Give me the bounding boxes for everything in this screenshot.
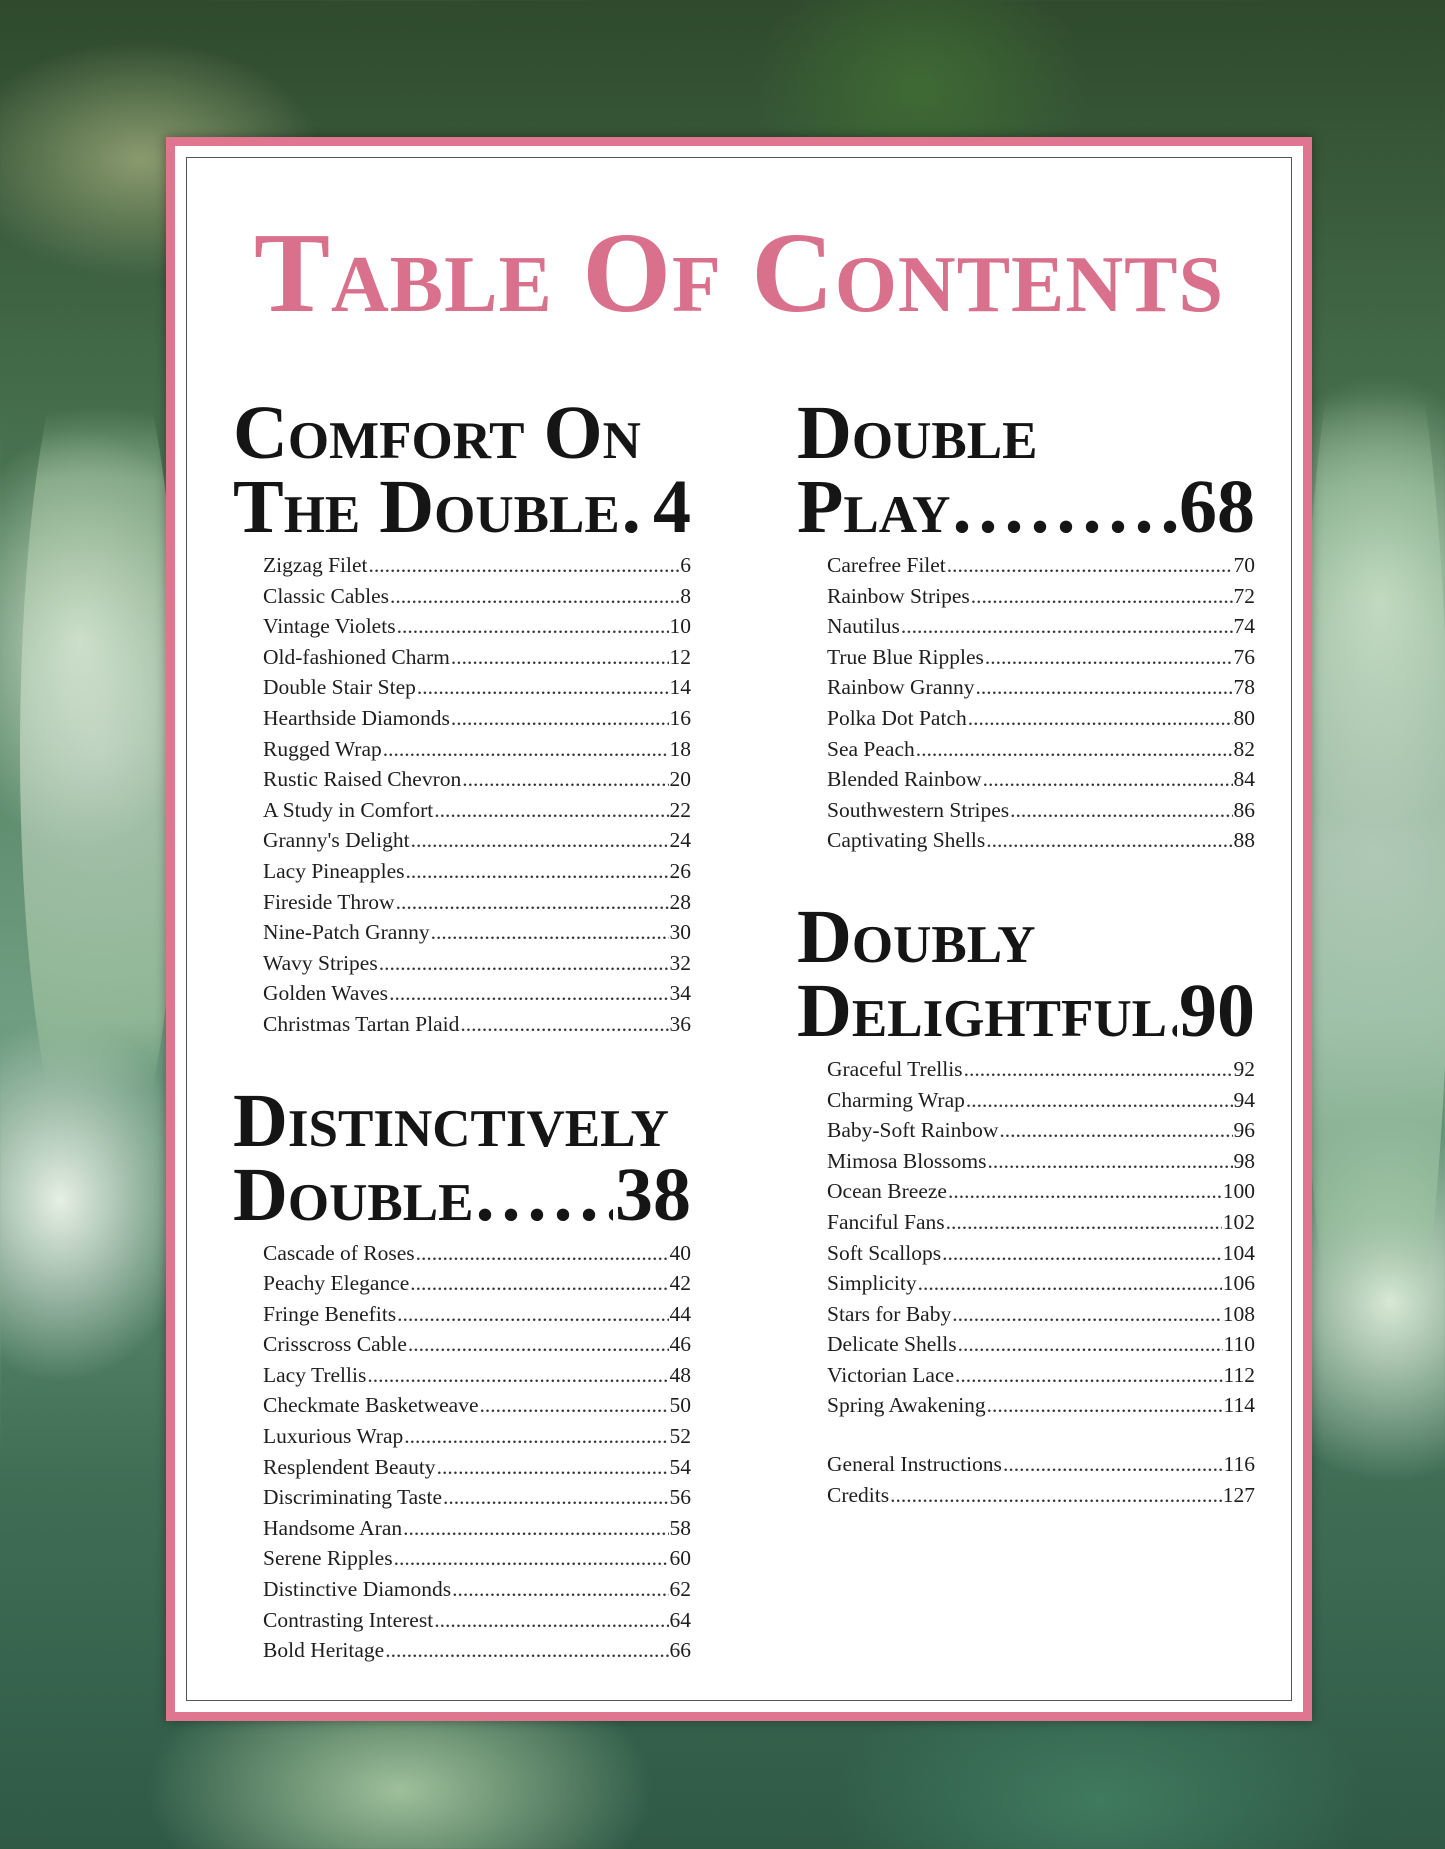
entry-title: Bold Heritage: [263, 1638, 385, 1663]
contents-entry[interactable]: [263, 856, 691, 887]
entry-list: [797, 1054, 1255, 1421]
contents-entry[interactable]: [827, 1115, 1255, 1146]
entry-page-number: 28: [669, 889, 691, 914]
entry-page-number: 112: [1223, 1362, 1255, 1387]
entry-title: General Instructions: [827, 1452, 1002, 1477]
entry-page-number: 64: [669, 1607, 691, 1632]
section-heading-line2: [797, 465, 1255, 549]
contents-entry[interactable]: [827, 1268, 1255, 1299]
entry-page-number: 94: [1233, 1087, 1255, 1112]
entry-title: Rainbow Stripes: [827, 583, 970, 608]
entry-title: Hearthside Diamonds: [263, 705, 450, 730]
entry-page-number: 110: [1223, 1332, 1255, 1357]
dot-leader: [417, 672, 669, 703]
entry-title: Cascade of Roses: [263, 1240, 415, 1265]
entry-page-number: 104: [1222, 1240, 1255, 1265]
contents-entry[interactable]: [827, 1480, 1255, 1511]
entry-title: Fringe Benefits: [263, 1301, 397, 1326]
dot-leader: [390, 581, 679, 612]
entry-title: Delicate Shells: [827, 1332, 957, 1357]
contents-entry[interactable]: [263, 764, 691, 795]
dot-leader: [986, 825, 1232, 856]
contents-entry[interactable]: [827, 734, 1255, 765]
section-page-number: 68: [1179, 465, 1255, 549]
contents-entry[interactable]: [263, 672, 691, 703]
contents-entry[interactable]: [827, 1085, 1255, 1116]
dot-leader: [890, 1480, 1222, 1511]
entry-page-number: 32: [669, 950, 691, 975]
entry-page-number: 84: [1233, 767, 1255, 792]
entry-title: Simplicity: [827, 1271, 917, 1296]
entry-title: Serene Ripples: [263, 1546, 393, 1571]
entry-page-number: 40: [669, 1240, 691, 1265]
entry-title: Lacy Trellis: [263, 1362, 367, 1387]
entry-title: A Study in Comfort: [263, 797, 434, 822]
section-heading-line2: [797, 968, 1255, 1053]
section-heading: [233, 391, 691, 549]
entry-title: Checkmate Basketweave: [263, 1393, 479, 1418]
entry-title: Charming Wrap: [827, 1087, 965, 1112]
dot-leader: [396, 887, 669, 918]
section-comfort-on-the-double: [233, 391, 691, 1040]
entry-title: Fireside Throw: [263, 889, 395, 914]
extras-list: [797, 1449, 1255, 1510]
entry-title: Classic Cables: [263, 583, 389, 608]
contents-entry[interactable]: [827, 1449, 1255, 1480]
dot-leader: [999, 1115, 1232, 1146]
entry-page-number: 66: [669, 1638, 691, 1663]
entry-title: Baby-Soft Rainbow: [827, 1118, 999, 1143]
entry-title: Rainbow Granny: [827, 675, 975, 700]
dot-leader: [966, 1085, 1233, 1116]
entry-title: Distinctive Diamonds: [263, 1577, 452, 1602]
right-column: [797, 391, 1255, 1554]
contents-entry[interactable]: [827, 795, 1255, 826]
dot-leader: [983, 764, 1233, 795]
dot-leader: [443, 1482, 668, 1513]
entry-page-number: 52: [669, 1424, 691, 1449]
contents-entry[interactable]: [263, 825, 691, 856]
section-page-number: 38: [615, 1152, 691, 1237]
contents-entry[interactable]: [827, 1146, 1255, 1177]
contents-entry[interactable]: [263, 1390, 691, 1421]
contents-entry[interactable]: [827, 1176, 1255, 1207]
contents-entry[interactable]: [827, 1390, 1255, 1421]
dot-leader: [1003, 1449, 1223, 1480]
entry-title: Mimosa Blossoms: [827, 1148, 987, 1173]
contents-entry[interactable]: [827, 1054, 1255, 1085]
contents-entry[interactable]: [827, 703, 1255, 734]
section-heading-line2: [233, 465, 691, 549]
dot-leader: [451, 703, 669, 734]
contents-entry[interactable]: [263, 1238, 691, 1269]
entry-page-number: 96: [1233, 1118, 1255, 1143]
entry-title: Lacy Pineapples: [263, 858, 405, 883]
entry-page-number: 102: [1222, 1209, 1255, 1234]
section-heading: [797, 391, 1255, 549]
section-page-number: 4: [653, 465, 691, 549]
contents-entry[interactable]: [827, 1238, 1255, 1269]
entry-page-number: 70: [1233, 553, 1255, 577]
contents-entry[interactable]: [827, 672, 1255, 703]
entry-page-number: 24: [669, 828, 691, 853]
entry-page-number: 127: [1222, 1482, 1255, 1507]
section-heading-text: Delightful: [797, 968, 1168, 1053]
section-page-number: 90: [1179, 968, 1255, 1053]
entry-page-number: 48: [669, 1362, 691, 1387]
entry-title: Discriminating Taste: [263, 1485, 443, 1510]
section-heading-line1: Doubly: [797, 894, 1036, 979]
dot-leader: [985, 642, 1233, 673]
contents-entry[interactable]: [263, 948, 691, 979]
entry-title: Resplendent Beauty: [263, 1454, 436, 1479]
entry-page-number: 20: [669, 767, 691, 792]
dot-leader: [955, 1360, 1223, 1391]
entry-page-number: 10: [669, 614, 691, 639]
contents-entry[interactable]: [263, 703, 691, 734]
entry-page-number: 26: [669, 858, 691, 883]
contents-entry[interactable]: [263, 1009, 691, 1040]
entry-page-number: 82: [1233, 736, 1255, 761]
entry-title: Credits: [827, 1482, 890, 1507]
entry-title: Peachy Elegance: [263, 1271, 410, 1296]
entry-title: Sea Peach: [827, 736, 915, 761]
dot-leader: [451, 642, 669, 673]
entry-title: Blended Rainbow: [827, 767, 982, 792]
contents-entry[interactable]: [827, 1299, 1255, 1330]
entry-page-number: 50: [669, 1393, 691, 1418]
contents-entry[interactable]: [263, 1574, 691, 1605]
page-title: Table Of Contents: [253, 209, 1225, 336]
dot-leader: [971, 581, 1233, 612]
dot-leader: [437, 1452, 669, 1483]
entry-title: Stars for Baby: [827, 1301, 952, 1326]
contents-entry[interactable]: [263, 795, 691, 826]
entry-title: Graceful Trellis: [827, 1056, 963, 1081]
contents-entry[interactable]: [263, 1299, 691, 1330]
dot-leader: [958, 1329, 1223, 1360]
entry-title: Captivating Shells: [827, 828, 986, 853]
entry-page-number: 108: [1222, 1301, 1255, 1326]
entry-title: Rustic Raised Chevron: [263, 767, 462, 792]
section-heading-line1: Double: [797, 391, 1038, 475]
entry-page-number: 44: [669, 1301, 691, 1326]
dot-leader: [622, 470, 651, 544]
entry-page-number: 18: [669, 736, 691, 761]
contents-entry[interactable]: [827, 764, 1255, 795]
contents-frame: [166, 137, 1312, 1721]
entry-page-number: 76: [1233, 644, 1255, 669]
contents-entry[interactable]: [263, 917, 691, 948]
contents-entry[interactable]: [263, 978, 691, 1009]
contents-entry[interactable]: [263, 1482, 691, 1513]
entry-page-number: 116: [1223, 1452, 1255, 1477]
dot-leader: [460, 1009, 668, 1040]
entry-title: Southwestern Stripes: [827, 797, 1010, 822]
entry-title: Vintage Violets: [263, 614, 396, 639]
contents-entry[interactable]: [263, 1421, 691, 1452]
dot-leader: [462, 764, 668, 795]
entry-page-number: 86: [1233, 797, 1255, 822]
dot-leader: [942, 1238, 1222, 1269]
entry-page-number: 34: [669, 981, 691, 1006]
dot-leader: [406, 856, 669, 887]
contents-entry[interactable]: [263, 1635, 691, 1666]
entry-page-number: 42: [669, 1271, 691, 1296]
section-double-play: [797, 391, 1255, 856]
section-heading-text: Double: [233, 1152, 474, 1237]
entry-page-number: 12: [669, 644, 691, 669]
entry-page-number: 14: [669, 675, 691, 700]
dot-leader: [389, 978, 668, 1009]
dot-leader: [988, 1146, 1233, 1177]
dot-leader: [431, 917, 669, 948]
entry-title: Christmas Tartan Plaid: [263, 1011, 460, 1036]
dot-leader: [434, 795, 668, 826]
section-doubly-delightful: [797, 894, 1255, 1510]
dot-leader: [397, 611, 669, 642]
entry-title: Nautilus: [827, 614, 900, 639]
entry-page-number: 58: [669, 1515, 691, 1540]
contents-entry[interactable]: [827, 642, 1255, 673]
entry-page-number: 56: [669, 1485, 691, 1510]
entry-page-number: 100: [1222, 1179, 1255, 1204]
dot-leader: [434, 1605, 668, 1636]
entry-title: Spring Awakening: [827, 1393, 986, 1418]
contents-entry[interactable]: [263, 887, 691, 918]
dot-leader: [916, 734, 1233, 765]
contents-entry[interactable]: [263, 1543, 691, 1574]
entry-page-number: 88: [1233, 828, 1255, 853]
dot-leader: [948, 1176, 1222, 1207]
dot-leader: [947, 550, 1233, 581]
entry-page-number: 30: [669, 920, 691, 945]
dot-leader: [367, 1360, 668, 1391]
section-heading-text: Play: [797, 465, 951, 549]
entry-title: Rugged Wrap: [263, 736, 382, 761]
dot-leader: [408, 1329, 669, 1360]
entry-title: Handsome Aran: [263, 1515, 403, 1540]
contents-entry[interactable]: [827, 1360, 1255, 1391]
entry-list: [233, 1238, 691, 1666]
contents-entry[interactable]: [263, 734, 691, 765]
entry-page-number: 46: [669, 1332, 691, 1357]
section-heading-line1: Distinctively: [233, 1078, 669, 1163]
contents-entry[interactable]: [263, 1268, 691, 1299]
dot-leader: [480, 1390, 669, 1421]
background-photo-yarn: [20, 300, 180, 1200]
contents-entry[interactable]: [827, 1329, 1255, 1360]
section-heading: [233, 1078, 691, 1237]
entry-title: Carefree Filet: [827, 553, 946, 577]
entry-page-number: 106: [1222, 1271, 1255, 1296]
contents-page: [175, 146, 1303, 1712]
contents-entry[interactable]: [263, 1452, 691, 1483]
dot-leader: [968, 703, 1233, 734]
entry-title: Victorian Lace: [827, 1362, 955, 1387]
entry-page-number: 60: [669, 1546, 691, 1571]
section-distinctively-double: [233, 1078, 691, 1666]
entry-page-number: 72: [1233, 583, 1255, 608]
entry-title: Old-fashioned Charm: [263, 644, 450, 669]
entry-page-number: 54: [669, 1454, 691, 1479]
entry-page-number: 16: [669, 705, 691, 730]
entry-title: Crisscross Cable: [263, 1332, 407, 1357]
contents-entry[interactable]: [263, 550, 691, 581]
dot-leader: [946, 1207, 1222, 1238]
section-heading-text: The Double: [233, 465, 620, 549]
entry-title: Fanciful Fans: [827, 1209, 945, 1234]
entry-title: Zigzag Filet: [263, 553, 368, 577]
left-column: [233, 391, 691, 1710]
dot-leader: [385, 1635, 668, 1666]
entry-page-number: 6: [680, 553, 691, 577]
dot-leader: [410, 1268, 668, 1299]
entry-page-number: 92: [1233, 1056, 1255, 1081]
contents-entry[interactable]: [263, 1513, 691, 1544]
section-heading: [797, 894, 1255, 1053]
entry-page-number: 62: [669, 1577, 691, 1602]
dot-leader: [952, 470, 1177, 544]
contents-entry[interactable]: [827, 825, 1255, 856]
entry-page-number: 80: [1233, 705, 1255, 730]
entry-page-number: 78: [1233, 675, 1255, 700]
contents-entry[interactable]: [827, 611, 1255, 642]
contents-entry[interactable]: [827, 550, 1255, 581]
dot-leader: [411, 825, 669, 856]
entry-page-number: 114: [1223, 1393, 1255, 1418]
entry-title: Polka Dot Patch: [827, 705, 967, 730]
entry-title: True Blue Ripples: [827, 644, 984, 669]
dot-leader: [1010, 795, 1232, 826]
dot-leader: [918, 1268, 1222, 1299]
dot-leader: [397, 1299, 668, 1330]
entry-title: Soft Scallops: [827, 1240, 942, 1265]
entry-title: Golden Waves: [263, 981, 389, 1006]
background-photo-yarn-right: [1300, 250, 1445, 1450]
entry-list: [233, 550, 691, 1040]
entry-title: Granny's Delight: [263, 828, 410, 853]
contents-entry[interactable]: [827, 581, 1255, 612]
entry-page-number: 22: [669, 797, 691, 822]
contents-entry[interactable]: [263, 611, 691, 642]
dot-leader: [452, 1574, 668, 1605]
dot-leader: [394, 1543, 669, 1574]
dot-leader: [383, 734, 669, 765]
contents-entry[interactable]: [263, 581, 691, 612]
contents-entry[interactable]: [827, 1207, 1255, 1238]
dot-leader: [952, 1299, 1222, 1330]
dot-leader: [987, 1390, 1223, 1421]
entry-title: Nine-Patch Granny: [263, 920, 430, 945]
dot-leader: [403, 1513, 668, 1544]
entry-title: Ocean Breeze: [827, 1179, 947, 1204]
dot-leader: [1169, 974, 1177, 1048]
dot-leader: [416, 1238, 669, 1269]
dot-leader: [964, 1054, 1233, 1085]
dot-leader: [404, 1421, 668, 1452]
entry-list: [797, 550, 1255, 856]
dot-leader: [369, 550, 680, 581]
contents-entry[interactable]: [263, 1329, 691, 1360]
entry-title: Wavy Stripes: [263, 950, 378, 975]
entry-title: Contrasting Interest: [263, 1607, 434, 1632]
contents-entry[interactable]: [263, 642, 691, 673]
section-heading-line1: Comfort On: [233, 391, 641, 475]
entry-page-number: 74: [1233, 614, 1255, 639]
section-heading-line2: [233, 1152, 691, 1237]
entry-page-number: 36: [669, 1011, 691, 1036]
dot-leader: [901, 611, 1233, 642]
dot-leader: [475, 1158, 613, 1232]
entry-page-number: 98: [1233, 1148, 1255, 1173]
entry-page-number: 8: [680, 583, 691, 608]
dot-leader: [976, 672, 1233, 703]
entry-title: Double Stair Step: [263, 675, 416, 700]
contents-entry[interactable]: [263, 1360, 691, 1391]
entry-title: Luxurious Wrap: [263, 1424, 404, 1449]
contents-entry[interactable]: [263, 1605, 691, 1636]
dot-leader: [379, 948, 669, 979]
